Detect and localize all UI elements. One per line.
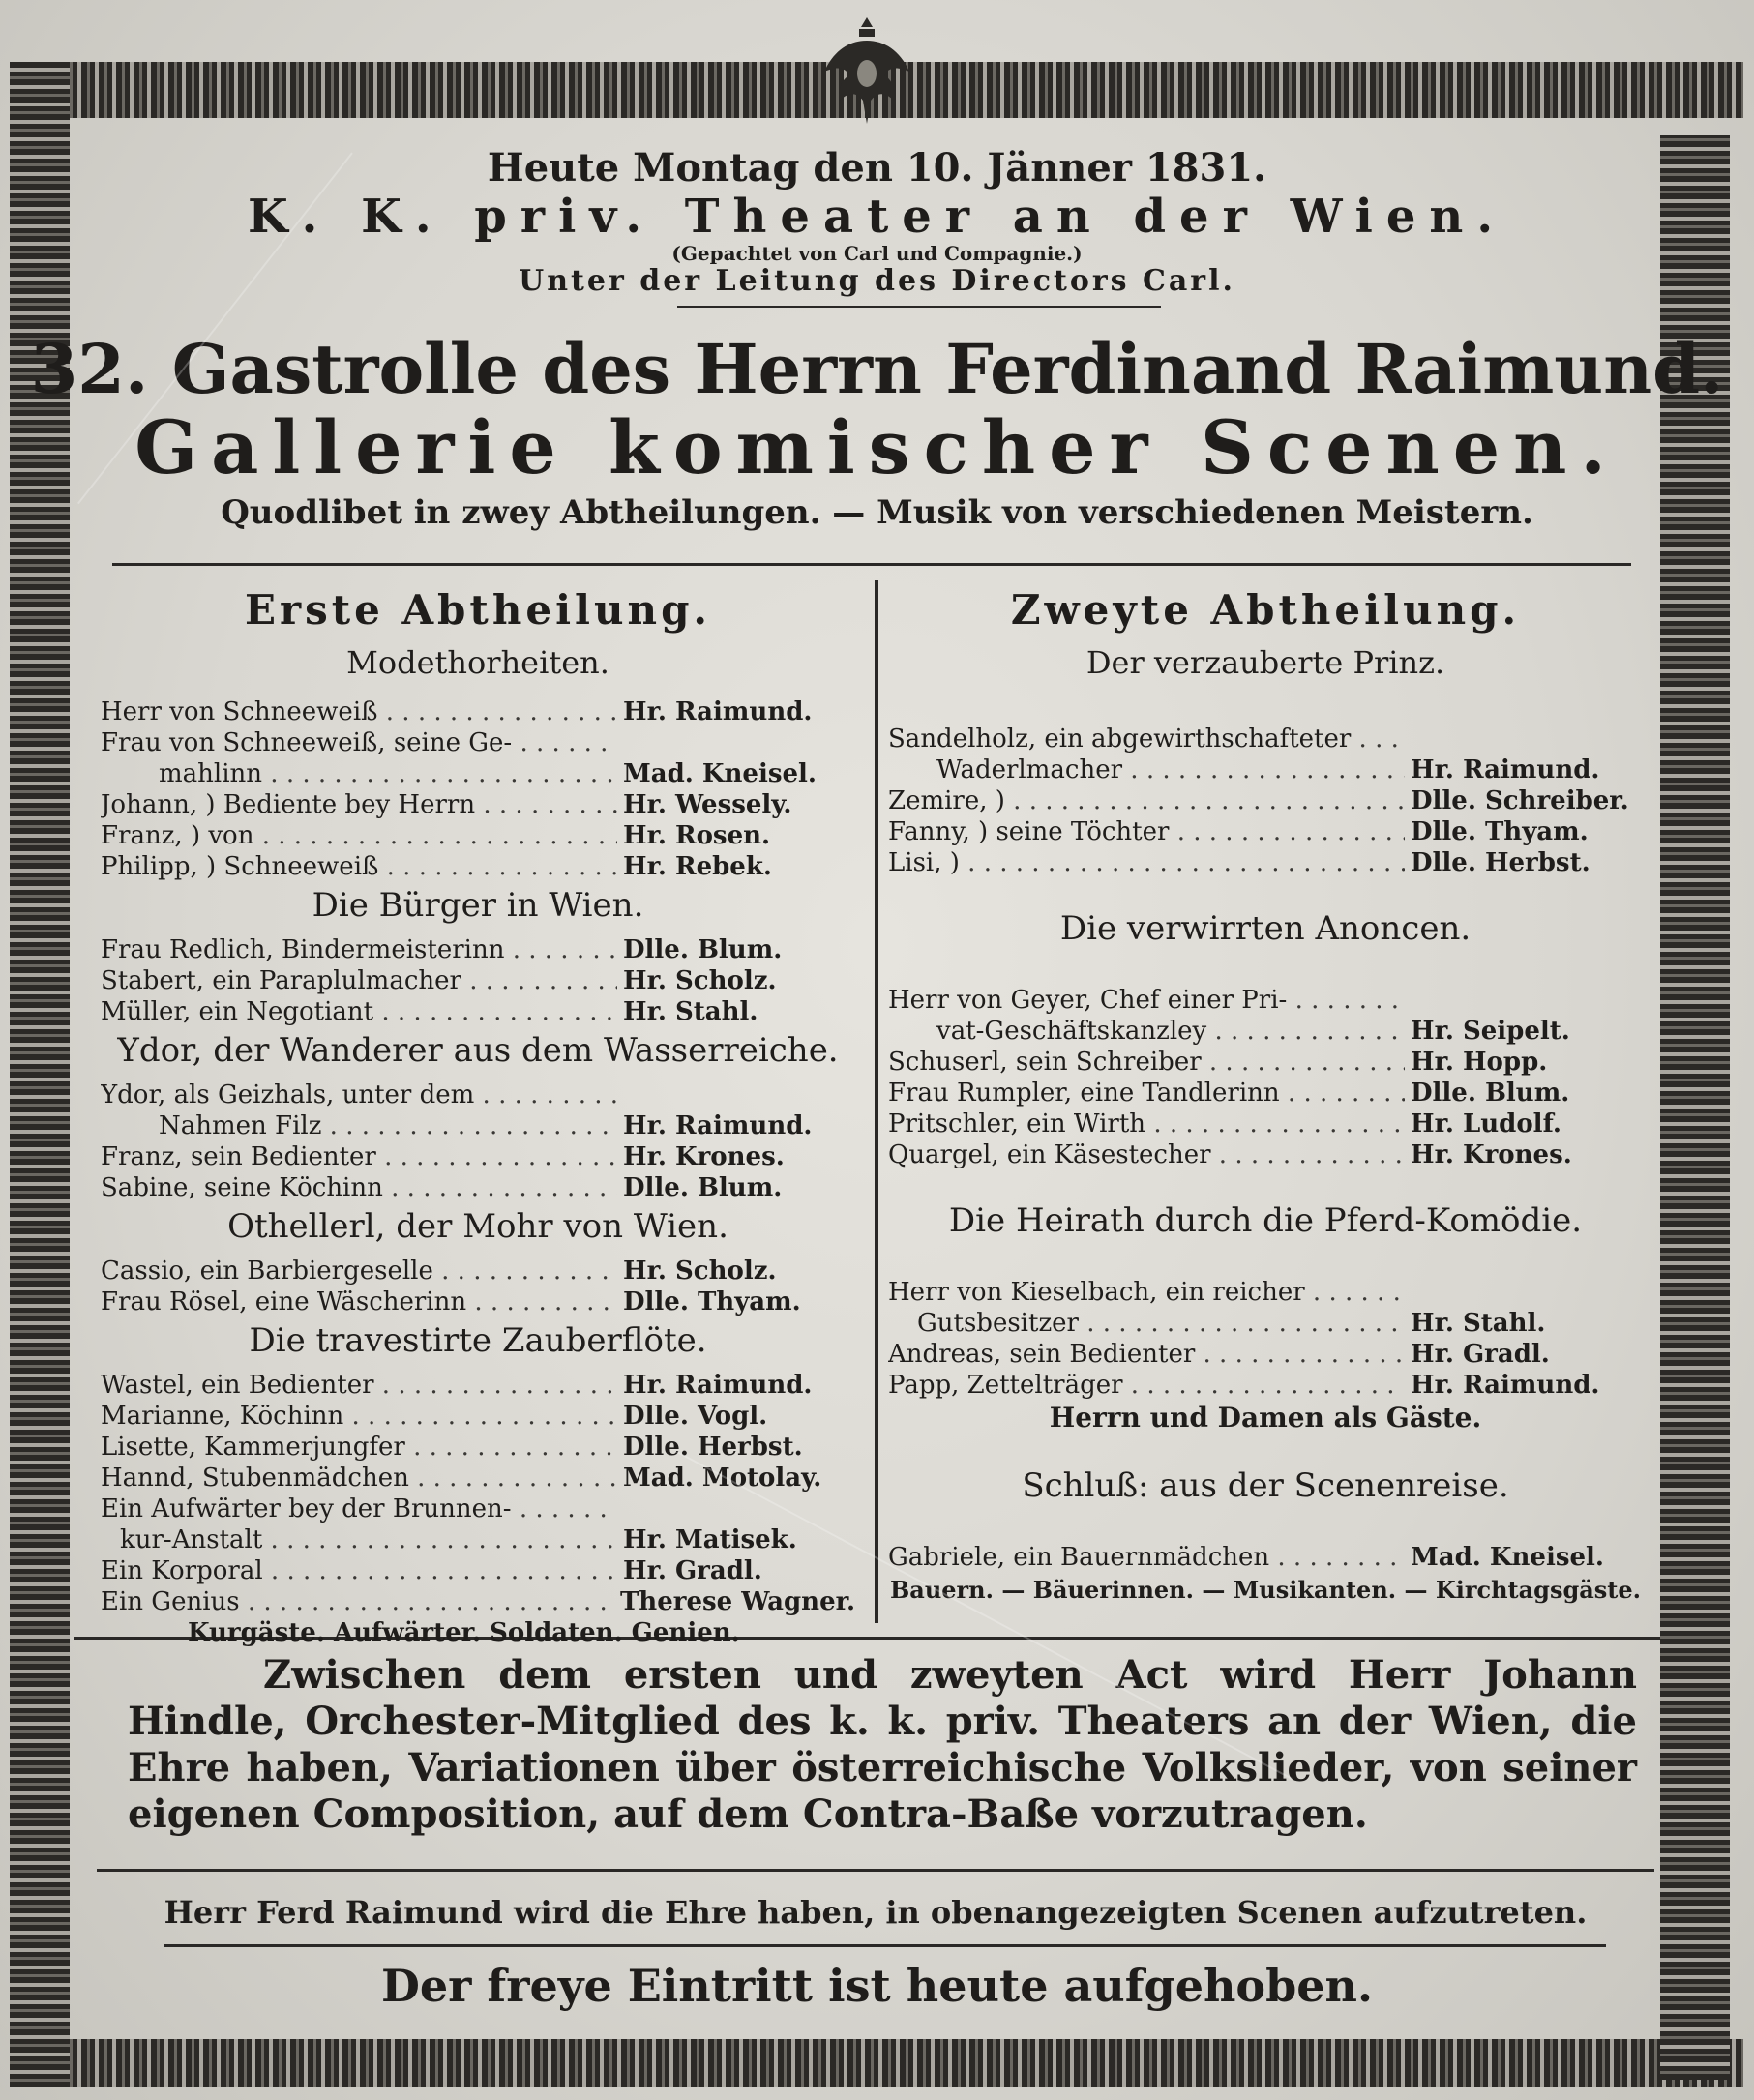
actor: Hr. Stahl. xyxy=(1411,1309,1546,1338)
cast-row xyxy=(101,934,855,965)
cast-row xyxy=(101,1287,855,1317)
cast-row xyxy=(888,1277,1643,1308)
actor: Hr. Krones. xyxy=(623,1142,785,1171)
actor: Hr. Rebek. xyxy=(623,852,772,881)
role: Ydor, als Geizhals, unter dem . . . xyxy=(101,1080,617,1110)
cast-row xyxy=(101,1370,855,1401)
date-line: Heute Montag den 10. Jänner 1831. xyxy=(487,145,1267,191)
role: Zemire, ) . . . xyxy=(888,785,1405,816)
actor: Dlle. Thyam. xyxy=(623,1287,801,1316)
role: kur-Anstalt . . . xyxy=(101,1524,617,1555)
actor: Hr. Hopp. xyxy=(1411,1048,1548,1077)
piece-title: Schluß: aus der Scenenreise. xyxy=(1022,1466,1509,1505)
cast-row xyxy=(101,1432,855,1463)
columns-top-rule xyxy=(112,563,1631,566)
second-act-column xyxy=(888,580,1643,1608)
lease-note: (Gepachtet von Carl und Compagnie.) xyxy=(671,242,1083,265)
role: Frau Redlich, Bindermeisterinn . . . xyxy=(101,934,617,965)
spacer xyxy=(888,958,1643,985)
cast-row xyxy=(101,1110,855,1141)
role: Herr von Kieselbach, ein reicher . . . xyxy=(888,1277,1405,1308)
cast-row xyxy=(101,727,855,758)
role: Cassio, ein Barbiergeselle . . . xyxy=(101,1256,617,1287)
actor: Hr. Raimund. xyxy=(623,697,813,726)
role: Quargel, ein Käsestecher . . . xyxy=(888,1139,1405,1170)
actor: Dlle. Blum. xyxy=(623,935,783,964)
cast-row xyxy=(888,1308,1643,1339)
role: Waderlmacher . . . xyxy=(888,754,1405,785)
role: Herr von Geyer, Chef einer Pri- . . . xyxy=(888,985,1405,1016)
cast-row xyxy=(888,785,1643,816)
role: mahlinn . . . xyxy=(101,758,617,789)
piece-title: Die travestirte Zauberflöte. xyxy=(249,1321,707,1360)
role: Wastel, ein Bedienter . . . xyxy=(101,1370,617,1401)
role: Franz, sein Bedienter . . . xyxy=(101,1141,617,1172)
cast-row xyxy=(101,1141,855,1172)
actor: Hr. Raimund. xyxy=(623,1111,813,1140)
cast-row xyxy=(101,1080,855,1110)
actor: Hr. Raimund. xyxy=(1411,755,1600,784)
extras-line: Herrn und Damen als Gäste. xyxy=(1049,1402,1482,1434)
honor-top-rule xyxy=(97,1869,1654,1872)
free-entry-notice: Der freye Eintritt ist heute aufgehoben. xyxy=(381,1960,1373,2012)
actor: Hr. Scholz. xyxy=(623,1257,777,1286)
first-act-title: Erste Abtheilung. xyxy=(244,586,712,634)
actor: Dlle. Schreiber. xyxy=(1411,786,1629,815)
actor xyxy=(617,1494,855,1524)
actor: Hr. Seipelt. xyxy=(1411,1017,1570,1046)
cast-row xyxy=(888,1109,1643,1139)
cast-row xyxy=(888,1016,1643,1047)
role: Ein Genius . . . xyxy=(101,1586,614,1617)
piece-title: Die verwirrten Anoncen. xyxy=(1059,909,1472,948)
double-eagle-crest-icon xyxy=(820,12,913,128)
cast-row xyxy=(888,1078,1643,1109)
actor: Mad. Kneisel. xyxy=(623,759,817,788)
role: Stabert, ein Paraplulmacher . . . xyxy=(101,965,617,996)
spacer xyxy=(888,1435,1643,1463)
piece-title: Othellerl, der Mohr von Wien. xyxy=(227,1207,728,1246)
actor: Therese Wagner. xyxy=(619,1587,855,1616)
actor xyxy=(1405,724,1643,754)
actor: Dlle. Vogl. xyxy=(623,1402,768,1431)
guest-role-title: 32. Gastrolle des Herrn Ferdinand Raimund. xyxy=(30,329,1724,409)
cast-row xyxy=(888,1542,1643,1573)
actor: Hr. Rosen. xyxy=(623,821,771,850)
honor-line: Herr Ferd Raimund wird die Ehre haben, in obenangezeigten Scenen aufzutreten. xyxy=(164,1894,1588,1931)
actor: Hr. Gradl. xyxy=(623,1556,762,1585)
actor: Hr. Raimund. xyxy=(623,1371,813,1400)
intermission-notice: Zwischen dem ersten und zweyten Act wird Herr Johann Hindle, Orchester-Mitglied des k. k. priv. Theaters an der Wien, die Ehre haben, Variationen über österreichische Volkslieder, von seiner eigenen Composition, auf dem Contra-Baße vorzutragen. xyxy=(128,1652,1637,1837)
cast-row xyxy=(101,1494,855,1524)
spacer xyxy=(888,1515,1643,1542)
piece-title: Modethorheiten. xyxy=(346,644,609,681)
spacer xyxy=(888,1250,1643,1277)
actor: Hr. Raimund. xyxy=(1411,1371,1600,1400)
theater-name: K. K. priv. Theater an der Wien. xyxy=(247,190,1507,244)
role: Johann, ) Bediente bey Herrn . . . xyxy=(101,789,617,820)
cast-row xyxy=(101,1256,855,1287)
role: vat-Geschäftskanzley . . . xyxy=(888,1016,1405,1047)
role: Pritschler, ein Wirth . . . xyxy=(888,1109,1405,1139)
cast-row xyxy=(101,789,855,820)
role: Müller, ein Negotiant . . . xyxy=(101,996,617,1027)
role: Ein Korporal . . . xyxy=(101,1555,617,1586)
actor: Dlle. Herbst. xyxy=(1411,848,1590,877)
actor xyxy=(1405,985,1643,1016)
role: Frau von Schneeweiß, seine Ge- . . . xyxy=(101,727,617,758)
actor: Hr. Krones. xyxy=(1411,1140,1572,1169)
role: Frau Rumpler, eine Tandlerinn . . . xyxy=(888,1078,1405,1109)
role: Andreas, sein Bedienter . . . xyxy=(888,1339,1405,1370)
role: Marianne, Köchinn . . . xyxy=(101,1401,617,1432)
actor: Hr. Matisek. xyxy=(623,1525,797,1554)
role: Hannd, Stubenmädchen . . . xyxy=(101,1463,617,1494)
role: Herr von Schneeweiß . . . xyxy=(101,696,617,727)
role: Philipp, ) Schneeweiß . . . xyxy=(101,851,617,882)
role: Nahmen Filz . . . xyxy=(101,1110,617,1141)
cast-row xyxy=(888,1370,1643,1401)
actor xyxy=(617,727,855,758)
piece-title: Die Heirath durch die Pferd-Komödie. xyxy=(948,1201,1583,1240)
actor: Mad. Motolay. xyxy=(623,1464,822,1493)
direction-line: Unter der Leitung des Directors Carl. xyxy=(519,264,1235,298)
actor xyxy=(617,1080,855,1110)
actor: Dlle. Thyam. xyxy=(1411,817,1589,846)
cast-row xyxy=(101,1172,855,1203)
cast-row xyxy=(888,724,1643,754)
actor: Dlle. Herbst. xyxy=(623,1433,803,1462)
role: Lisi, ) . . . xyxy=(888,847,1405,878)
cast-row xyxy=(888,1139,1643,1170)
piece-title: Ydor, der Wanderer aus dem Wasserreiche. xyxy=(117,1031,839,1070)
role: Schuserl, sein Schreiber . . . xyxy=(888,1047,1405,1078)
cast-row xyxy=(888,1047,1643,1078)
honor-bottom-rule xyxy=(164,1944,1606,1947)
subtitle: Quodlibet in zwey Abtheilungen. — Musik von verschiedenen Meistern. xyxy=(221,493,1533,532)
spacer xyxy=(888,696,1643,724)
role: Fanny, ) seine Töchter . . . xyxy=(888,816,1405,847)
piece-title: Der verzauberte Prinz. xyxy=(1085,644,1445,681)
role: Frau Rösel, eine Wäscherinn . . . xyxy=(101,1287,617,1317)
actor: Hr. Scholz. xyxy=(623,966,777,995)
actor: Hr. Gradl. xyxy=(1411,1340,1550,1369)
piece-title: Die Bürger in Wien. xyxy=(312,886,644,925)
role: Lisette, Kammerjungfer . . . xyxy=(101,1432,617,1463)
role: Sabine, seine Köchinn . . . xyxy=(101,1172,617,1203)
actor: Hr. Stahl. xyxy=(623,997,758,1026)
column-divider xyxy=(875,580,878,1623)
actor xyxy=(1405,1277,1643,1308)
spacer xyxy=(888,1170,1643,1198)
cast-row xyxy=(101,965,855,996)
cast-row xyxy=(888,847,1643,878)
role: Gutsbesitzer . . . xyxy=(888,1308,1405,1339)
cast-row xyxy=(101,696,855,727)
actor: Hr. Ludolf. xyxy=(1411,1109,1561,1139)
role: Sandelholz, ein abgewirthschafteter . . . xyxy=(888,724,1405,754)
cast-row xyxy=(101,1555,855,1586)
cast-row xyxy=(101,996,855,1027)
cast-row xyxy=(888,816,1643,847)
actor: Dlle. Blum. xyxy=(1411,1079,1570,1108)
cast-row xyxy=(101,820,855,851)
main-title: Gallerie komischer Scenen. xyxy=(134,404,1620,490)
role: Papp, Zettelträger . . . xyxy=(888,1370,1405,1401)
actor: Hr. Wessely. xyxy=(623,790,792,819)
cast-row xyxy=(101,1401,855,1432)
cast-row xyxy=(101,758,855,789)
role: Ein Aufwärter bey der Brunnen- . . . xyxy=(101,1494,617,1524)
second-act-title: Zweyte Abtheilung. xyxy=(1010,586,1521,634)
cast-row xyxy=(888,754,1643,785)
extras-line: Bauern. — Bäuerinnen. — Musikanten. — Kirchtagsgäste. xyxy=(889,1576,1642,1604)
actor: Dlle. Blum. xyxy=(623,1173,783,1202)
cast-row xyxy=(888,1339,1643,1370)
cast-row xyxy=(888,985,1643,1016)
role: Franz, ) von . . . xyxy=(101,820,617,851)
cast-row xyxy=(101,1586,855,1617)
cast-row xyxy=(101,1463,855,1494)
extras-line: Kurgäste. Aufwärter. Soldaten. Genien. xyxy=(188,1618,740,1647)
role: Gabriele, ein Bauernmädchen . . . xyxy=(888,1542,1405,1573)
actor: Mad. Kneisel. xyxy=(1411,1543,1604,1572)
border-bottom xyxy=(12,2039,1743,2087)
cast-row xyxy=(101,1524,855,1555)
header-rule xyxy=(677,306,1161,308)
cast-row xyxy=(101,851,855,882)
spacer xyxy=(888,878,1643,905)
